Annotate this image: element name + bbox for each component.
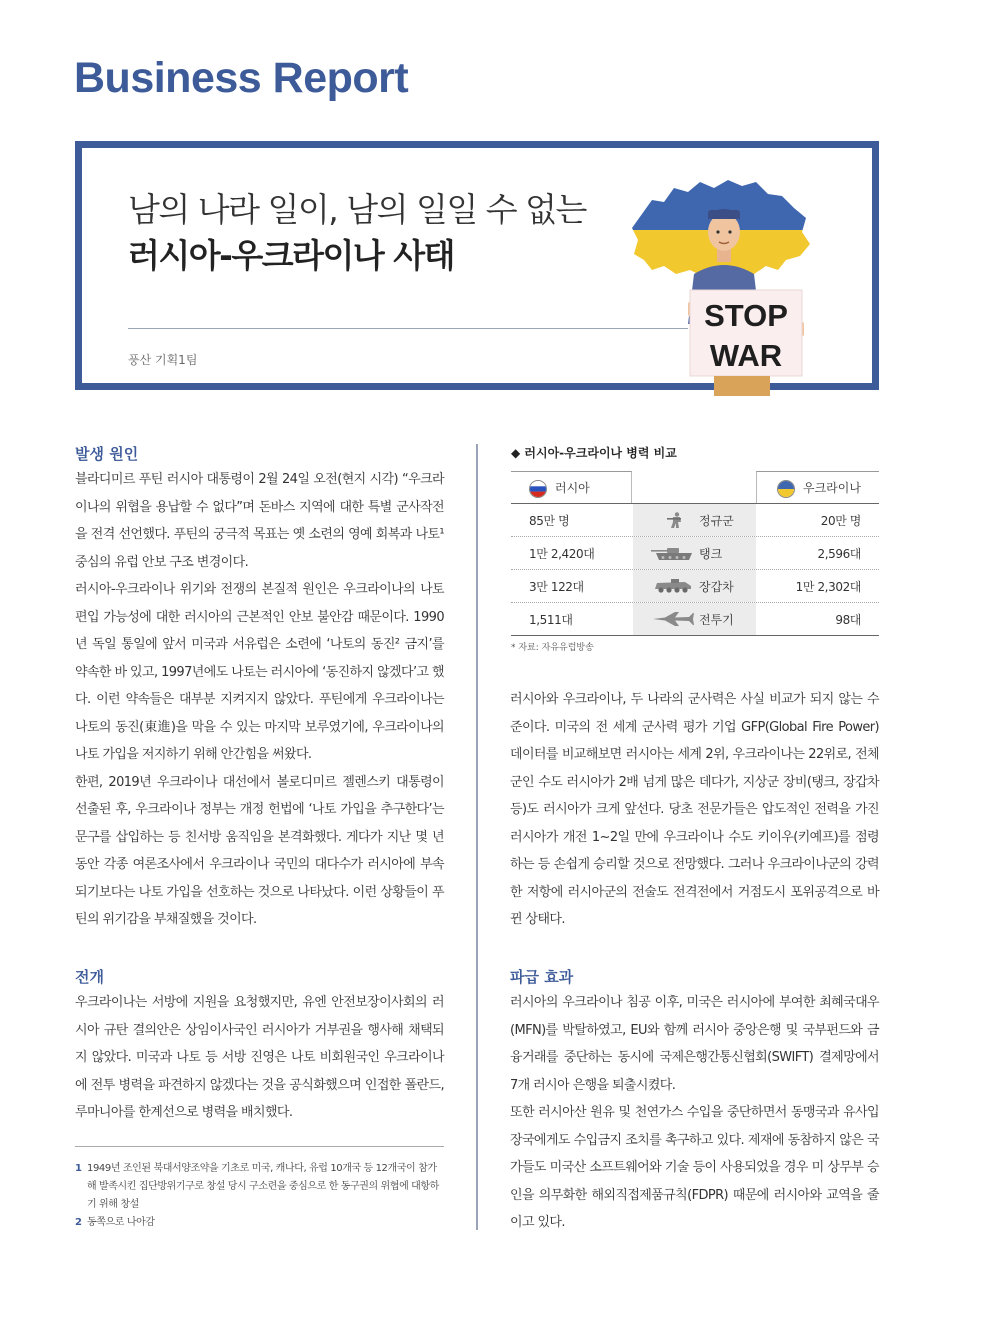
- section-body-comparison: [510, 686, 879, 934]
- table-row: [511, 503, 879, 536]
- section-body-development: [75, 989, 444, 1127]
- section-title-development: 전개: [75, 968, 104, 986]
- footnote-item: [75, 1214, 444, 1232]
- paragraph: 한편, 2019년 우크라이나 대선에서 볼로디미르 젤렌스키 대통령이 선출된 후, 우크라이나 정부는 개정 헌법에 ‘나토 가입을 추구한다’는 문구를 삽입하는 등 친서방 움직임을 본격화했다. 게다가 지난 몇 년 동안 각종 여론조사에서 우크라이나 국민의 대다수가 러시아에 부속되기보다는 나토 가입을 선호하는 것으로 나타났다. 이런 상황들이 푸틴의 위기감을 부채질했을 것이다.: [75, 774, 444, 927]
- table-title: ◆ 러시아-우크라이나 병력 비교: [511, 446, 677, 460]
- ukraine-value: 1만 2,302대: [795, 580, 861, 594]
- category-cell: [633, 537, 756, 569]
- hero-subtitle: 남의 나라 일이, 남의 일일 수 없는: [128, 190, 586, 229]
- section-body-cause: [75, 466, 444, 934]
- footnotes: [75, 1160, 444, 1232]
- hero-title: 러시아-우크라이나 사태: [128, 236, 454, 275]
- footnote-item: [75, 1160, 444, 1214]
- armored-vehicle-icon: [651, 578, 695, 594]
- table-source-note: * 자료: 자유유럽방송: [511, 643, 594, 653]
- column-divider: [476, 444, 478, 1230]
- paragraph: 러시아-우크라이나 위기와 전쟁의 본질적 원인은 우크라이나의 나토 편입 가능성에 대한 러시아의 근본적인 안보 불안감 때문이다. 1990년 독일 통일에 앞서 미국과 서유럽은 소련에 ‘나토의 동진² 금지’를 약속한 바 있고, 1997년에도 나토는 러시아에 ‘동진하지 않겠다’고 했다. 이런 약속들은 대부분 지켜지지 않았다. 푸틴에게 우크라이나는 나토의 동진(東進)을 막을 수 있는 마지막 보루였기에, 우크라이나의 나토 가입을 저지하기 위해 안간힘을 써왔다.: [75, 582, 444, 762]
- section-title-cause: 발생 원인: [75, 445, 139, 463]
- category-label: 장갑차: [699, 580, 734, 594]
- stop-war-illustration: [630, 174, 810, 396]
- russia-value: 1만 2,420대: [529, 547, 595, 561]
- russia-label: 러시아: [555, 481, 590, 495]
- report-title: Business Report: [74, 54, 409, 102]
- hero-divider: [128, 328, 688, 329]
- russia-flag-icon: [529, 480, 547, 498]
- sign-text-war: WAR: [709, 338, 783, 373]
- table-row: [511, 602, 879, 636]
- category-cell: [633, 570, 756, 602]
- hero-author: 풍산 기획1팀: [128, 353, 198, 367]
- paragraph: 우크라이나는 서방에 지원을 요청했지만, 유엔 안전보장이사회의 러시아 규탄 결의안은 상임이사국인 러시아가 거부권을 행사해 채택되지 않았다. 미국과 나토 등 서방 진영은 나토 비회원국인 우크라이나에 전투 병력을 파견하지 않겠다는 것을 공식화했으며 인접한 폴란드, 루마니아를 한계선으로 병력을 배치했다.: [75, 995, 444, 1120]
- soldier-icon: [651, 512, 695, 528]
- ukraine-label: 우크라이나: [803, 481, 861, 495]
- paragraph: 러시아와 우크라이나, 두 나라의 군사력은 사실 비교가 되지 않는 수준이다. 미국의 전 세계 군사력 평가 기업 GFP(Global Fire Power) 데이터를 비교해보면 러시아는 세계 2위, 우크라이나는 22위로, 전체 군인 수도 러시아가 2배 넘게 많은 데다가, 지상군 장비(탱크, 장갑차 등)도 러시아가 크게 앞선다. 당초 전문가들은 압도적인 전력을 가진 러시아가 개전 1~2일 만에 우크라이나 수도 키이우(키예프)를 점령하는 등 손쉽게 승리할 것으로 전망했다. 그러나 우크라이나군의 강력한 저항에 러시아군의 전술도 전격전에서 거점도시 포위공격으로 바뀐 상태다.: [510, 692, 879, 927]
- footnote-number: 2: [75, 1217, 82, 1228]
- footnote-divider: [75, 1146, 444, 1147]
- category-label: 탱크: [699, 547, 723, 561]
- header-russia: [511, 471, 632, 503]
- category-label: 전투기: [699, 613, 734, 627]
- ukraine-value: 98대: [835, 613, 861, 627]
- footnote-text: 1949년 조인된 북대서양조약을 기초로 미국, 캐나다, 유럽 10개국 등 12개국이 참가해 발족시킨 집단방위기구로 창설 당시 구소련을 중심으로 한 동구권의 위협에 대항하기 위해 창설: [87, 1163, 439, 1210]
- section-body-impact: [510, 989, 879, 1237]
- header-ukraine: [756, 471, 879, 503]
- fighter-jet-icon: [651, 611, 695, 627]
- russia-value: 85만 명: [529, 514, 570, 528]
- tank-icon: [651, 545, 695, 561]
- ukraine-value: 20만 명: [820, 514, 861, 528]
- section-title-impact: 파급 효과: [510, 968, 574, 986]
- hero-banner: [75, 141, 879, 390]
- paragraph: 또한 러시아산 원유 및 천연가스 수입을 중단하면서 동맹국과 유사입장국에게도 수입금지 조치를 촉구하고 있다. 제재에 동참하지 않은 국가들도 미국산 소프트웨어와 기술 등이 사용되었을 경우 미 상무부 승인을 의무화한 해외직접제품규칙(FDPR) 때문에 러시아와 교역을 줄이고 있다.: [510, 1105, 879, 1230]
- footnote-number: 1: [75, 1163, 82, 1174]
- russia-value: 3만 122대: [529, 580, 584, 594]
- table-row: [511, 536, 879, 569]
- category-label: 정규군: [699, 514, 734, 528]
- category-cell: [633, 603, 756, 635]
- table-header: [511, 471, 879, 503]
- category-cell: [633, 504, 756, 536]
- sign-text-stop: STOP: [704, 298, 788, 333]
- ukraine-flag-icon: [777, 480, 795, 498]
- footnote-text: 동쪽으로 나아감: [87, 1217, 155, 1228]
- table-row: [511, 569, 879, 602]
- paragraph: 러시아의 우크라이나 침공 이후, 미국은 러시아에 부여한 최혜국대우(MFN)를 박탈하였고, EU와 함께 러시아 중앙은행 및 국부펀드와 금융거래를 중단하는 동시에 국제은행간통신협회(SWIFT) 결제망에서 7개 러시아 은행을 퇴출시켰다.: [510, 995, 879, 1093]
- russia-value: 1,511대: [529, 613, 573, 627]
- paragraph: 블라디미르 푸틴 러시아 대통령이 2월 24일 오전(현지 시각) “우크라이나의 위협을 용납할 수 없다”며 돈바스 지역에 대한 특별 군사작전을 전격 선언했다. 푸틴의 궁극적 목표는 옛 소련의 영예 회복과 나토¹ 중심의 유럽 안보 구조 변경이다.: [75, 472, 444, 570]
- ukraine-value: 2,596대: [817, 547, 861, 561]
- force-comparison-table: [511, 471, 879, 636]
